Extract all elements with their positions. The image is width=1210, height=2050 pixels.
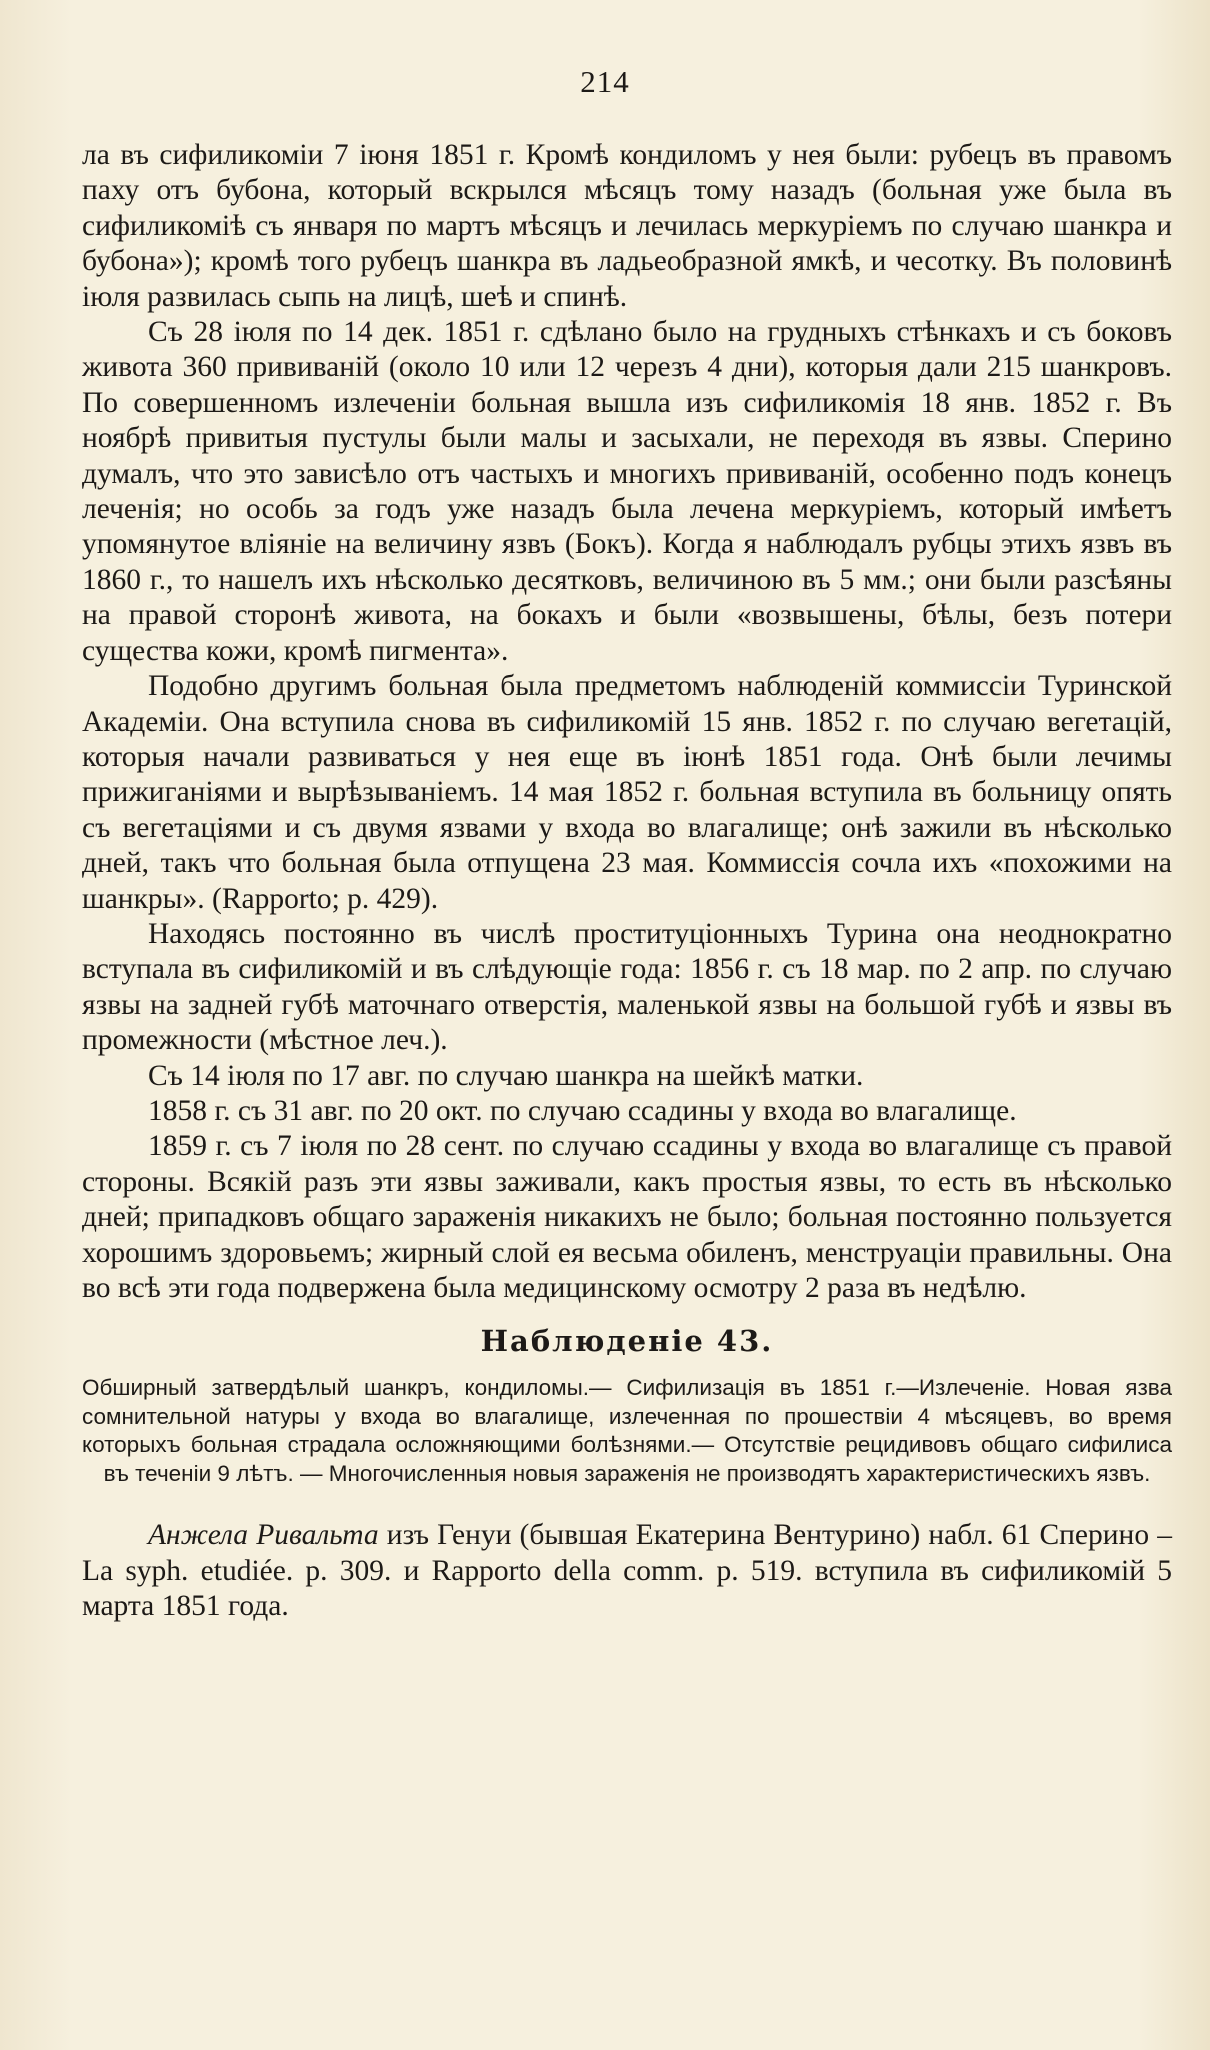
page-number: 214: [580, 64, 630, 99]
observation-heading: Наблюденiе 43.: [480, 1324, 774, 1359]
paragraph-inoculations: Съ 28 iюля по 14 дек. 1851 г. сдѣлано было на грудныхъ стѣнкахъ и съ боковъ живота 360 прививанiй (около 10 или 12 черезъ 4 дни), которыя дали 215 шанкровъ. По совершенномъ излеченiи больная вышла изъ сифиликомiя 18 янв. 1852 г. Въ ноябрѣ привитыя пустулы были малы и засыхали, не переходя въ язвы. Сперино думалъ, что это зависѣло отъ частыхъ и многихъ прививанiй, особенно подъ конецъ леченiя; но особь за годъ уже назадъ была лечена меркурiемъ, который имѣетъ упомянутое влiянiе на величину язвъ (Бокъ). Когда я наблюдалъ рубцы этихъ язвъ въ 1860 г., то нашелъ ихъ нѣсколько десятковъ, величиною въ 5 мм.; они были разсѣяны на правой сторонѣ живота, на бокахъ и были «возвышены, бѣлы, безъ потери существа кожи, кромѣ пигмента».: [82, 316, 1172, 667]
paragraph-entry-1858: 1858 г. съ 31 авг. по 20 окт. по случаю ссадины у входа во влагалище.: [148, 1094, 1017, 1127]
patient-name: Анжела Ривальта: [148, 1519, 379, 1552]
paragraph-continuation: ла въ сифиликомiи 7 iюня 1851 г. Кромѣ кондиломъ у нея были: рубецъ въ правомъ паху отъ бубона, который вскрылся мѣсяцъ тому назадъ (больная уже была въ сифиликомiѣ съ января по мартъ мѣсяцъ и лечилась меркурiемъ по случаю шанкра и бубона»); кромѣ того рубецъ шанкра въ ладьеобразной ямкѣ, и чесотку. Въ половинѣ iюля развилась сыпь на лицѣ, шеѣ и спинѣ.: [82, 139, 1172, 313]
observation-summary: Обширный затвердѣлый шанкръ, кондиломы.— Сифилизацiя въ 1851 г.—Излеченiе. Новая язва сомнительной натуры у входа во влагалище, излеченная по прошествiи 4 мѣсяцевъ, во время которыхъ больная страдала осложняющими болѣзнями.— Отсутствiе рецидивовъ общаго сифилиса въ теченiи 9 лѣтъ. — Многочисленныя новыя зараженiя не производятъ характеристическихъ язвъ.: [82, 1375, 1172, 1486]
case-intro-paragraph: [82, 1518, 1172, 1624]
paragraph-readmissions: Находясь постоянно въ числѣ проституцiонныхъ Турина она неоднократно вступала въ сифиликомiй и въ слѣдующiе года: 1856 г. съ 18 мар. по 2 апр. по случаю язвы на задней губѣ маточнаго отверстiя, маленькой язвы на большой губѣ и язвы въ промежности (мѣстное леч.).: [82, 917, 1172, 1057]
case-intro-text: изъ Генуи (бывшая Екатерина Вентурино) набл. 61 Сперино –La syph. etudiée. p. 309. и Rapporto della comm. p. 519. вступила въ сифиликомiй 5 марта 1851 года.: [82, 1519, 1172, 1623]
text-column: [82, 138, 1172, 1625]
paragraph-entry-july: Съ 14 iюля по 17 авг. по случаю шанкра на шейкѣ матки.: [148, 1059, 864, 1092]
paragraph-commission: Подобно другимъ больная была предметомъ наблюденiй коммиссiи Туринской Академiи. Она вступила снова въ сифиликомiй 15 янв. 1852 г. по случаю вегетацiй, которыя начали развиваться у нея еще въ iюнѣ 1851 года. Онѣ были лечимы прижиганiями и вырѣзыванiемъ. 14 мая 1852 г. больная вступила въ больницу опять съ вегетацiями и съ двумя язвами у входа во влагалище; онѣ зажили въ нѣсколько дней, такъ что больная была отпущена 23 мая. Коммиссiя сочла ихъ «похожими на шанкры». (Rapporto; p. 429).: [82, 670, 1172, 915]
paragraph-entry-1859: 1859 г. съ 7 iюля по 28 сент. по случаю ссадины у входа во влагалище съ правой стороны. Всякiй разъ эти язвы заживали, какъ простыя язвы, то есть въ нѣсколько дней; припадковъ общаго зараженiя никакихъ не было; больная постоянно пользуется хорошимъ здоровьемъ; жирный слой ея весьма обиленъ, менструацiи правильны. Она во всѣ эти года подвержена была медицинскому осмотру 2 раза въ недѣлю.: [82, 1130, 1172, 1304]
